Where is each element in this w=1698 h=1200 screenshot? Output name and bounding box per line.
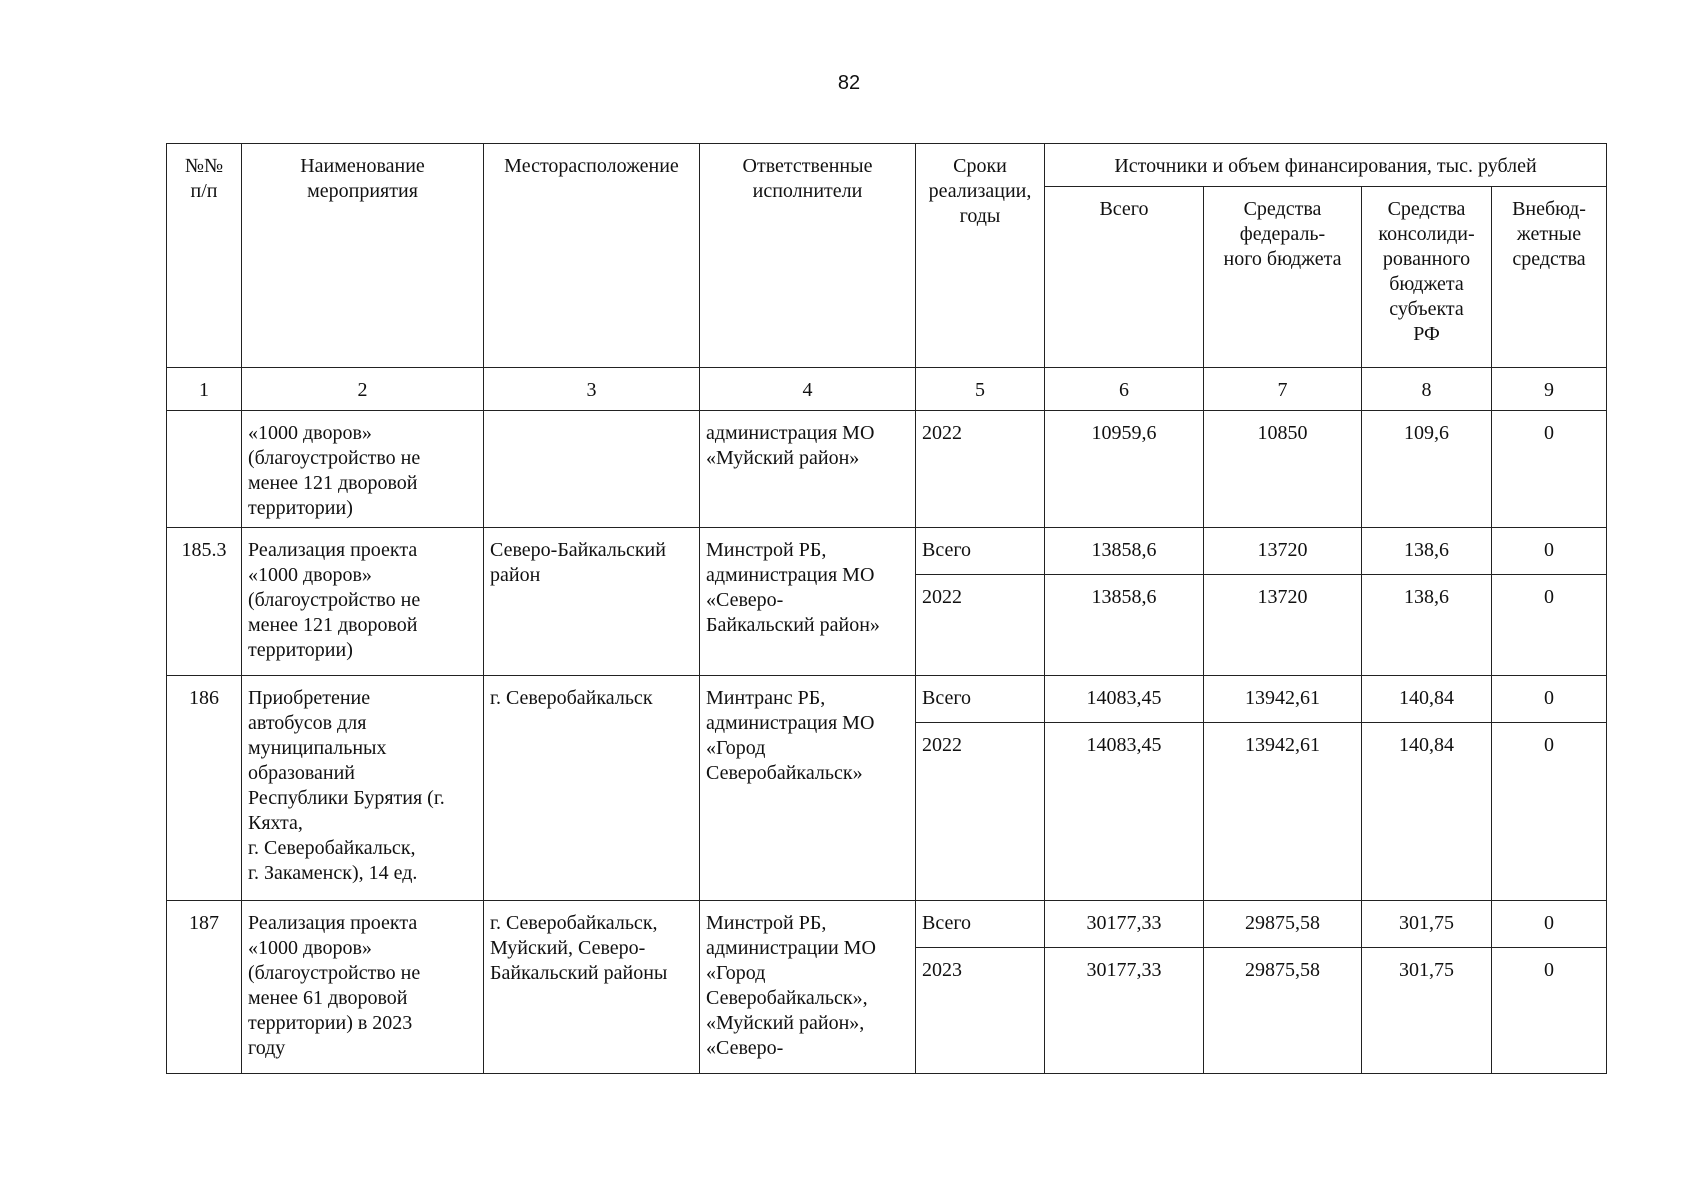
header-location: Месторасположение	[484, 144, 700, 368]
row-num: 185.3	[167, 528, 242, 676]
row-total: 14083,45	[1045, 676, 1204, 723]
header-name: Наименование мероприятия	[242, 144, 484, 368]
column-number: 9	[1492, 368, 1607, 411]
row-total: 14083,45	[1045, 723, 1204, 901]
table-row	[167, 411, 1607, 528]
row-consolidated: 301,75	[1362, 948, 1492, 1074]
row-federal: 29875,58	[1204, 948, 1362, 1074]
row-total: 13858,6	[1045, 528, 1204, 575]
row-consolidated: 138,6	[1362, 528, 1492, 575]
table-row	[167, 528, 1607, 575]
row-federal: 13942,61	[1204, 676, 1362, 723]
row-extra: 0	[1492, 528, 1607, 575]
row-year: Всего	[916, 901, 1045, 948]
row-federal: 13942,61	[1204, 723, 1362, 901]
row-name: «1000 дворов» (благоустройство не менее 121 дворовой территории)	[242, 411, 484, 528]
column-number: 4	[700, 368, 916, 411]
column-number: 5	[916, 368, 1045, 411]
column-number: 7	[1204, 368, 1362, 411]
row-consolidated: 140,84	[1362, 723, 1492, 901]
row-location: Северо-Байкальский район	[484, 528, 700, 676]
row-name: Приобретение автобусов для муниципальных образований Республики Бурятия (г. Кяхта, г. Северобайкальск, г. Закаменск), 14 ед.	[242, 676, 484, 901]
row-year: 2022	[916, 723, 1045, 901]
row-location: г. Северобайкальск, Муйский, Северо- Байкальский районы	[484, 901, 700, 1074]
row-year: 2022	[916, 411, 1045, 528]
row-name: Реализация проекта «1000 дворов» (благоустройство не менее 61 дворовой территории) в 2023 году	[242, 901, 484, 1074]
row-consolidated: 138,6	[1362, 575, 1492, 676]
row-extra: 0	[1492, 575, 1607, 676]
table-row	[167, 676, 1607, 723]
column-number: 8	[1362, 368, 1492, 411]
column-number: 1	[167, 368, 242, 411]
row-extra: 0	[1492, 901, 1607, 948]
column-number: 3	[484, 368, 700, 411]
header-terms: Сроки реализации, годы	[916, 144, 1045, 368]
row-consolidated: 301,75	[1362, 901, 1492, 948]
row-extra: 0	[1492, 411, 1607, 528]
row-extra: 0	[1492, 723, 1607, 901]
row-executors: администрация МО «Муйский район»	[700, 411, 916, 528]
row-year: Всего	[916, 528, 1045, 575]
row-executors: Минтранс РБ, администрация МО «Город Северобайкальск»	[700, 676, 916, 901]
funding-table	[166, 143, 1607, 1074]
column-number-row	[167, 368, 1607, 411]
table-row	[167, 901, 1607, 948]
row-num	[167, 411, 242, 528]
row-consolidated: 140,84	[1362, 676, 1492, 723]
row-location: г. Северобайкальск	[484, 676, 700, 901]
row-year: 2023	[916, 948, 1045, 1074]
row-consolidated: 109,6	[1362, 411, 1492, 528]
header-funding: Источники и объем финансирования, тыс. рублей	[1045, 144, 1607, 187]
row-executors: Минстрой РБ, администрации МО «Город Северобайкальск», «Муйский район», «Северо-	[700, 901, 916, 1074]
header-extrabudget: Внебюд- жетные средства	[1492, 187, 1607, 368]
row-federal: 10850	[1204, 411, 1362, 528]
row-federal: 29875,58	[1204, 901, 1362, 948]
row-total: 10959,6	[1045, 411, 1204, 528]
column-number: 2	[242, 368, 484, 411]
page-number: 82	[837, 72, 861, 94]
row-extra: 0	[1492, 948, 1607, 1074]
row-location	[484, 411, 700, 528]
header-total: Всего	[1045, 187, 1204, 368]
row-total: 30177,33	[1045, 901, 1204, 948]
header-consolidated: Средства консолиди- рованного бюджета субъекта РФ	[1362, 187, 1492, 368]
row-extra: 0	[1492, 676, 1607, 723]
row-executors: Минстрой РБ, администрация МО «Северо- Байкальский район»	[700, 528, 916, 676]
column-number: 6	[1045, 368, 1204, 411]
row-name: Реализация проекта «1000 дворов» (благоустройство не менее 121 дворовой территории)	[242, 528, 484, 676]
header-num: №№ п/п	[167, 144, 242, 368]
row-year: Всего	[916, 676, 1045, 723]
row-total: 13858,6	[1045, 575, 1204, 676]
header-executors: Ответственные исполнители	[700, 144, 916, 368]
row-federal: 13720	[1204, 528, 1362, 575]
row-total: 30177,33	[1045, 948, 1204, 1074]
row-num: 187	[167, 901, 242, 1074]
row-year: 2022	[916, 575, 1045, 676]
row-num: 186	[167, 676, 242, 901]
header-federal: Средства федераль- ного бюджета	[1204, 187, 1362, 368]
row-federal: 13720	[1204, 575, 1362, 676]
